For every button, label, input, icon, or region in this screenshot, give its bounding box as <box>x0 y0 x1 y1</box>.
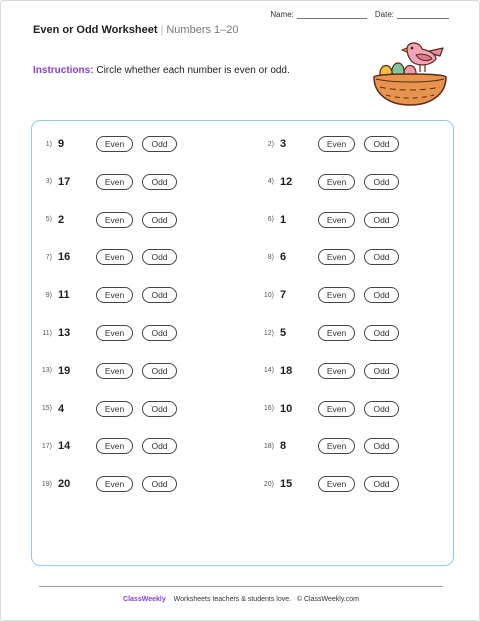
footer-divider <box>39 586 443 587</box>
problems-box <box>31 120 454 566</box>
even-option[interactable]: Even <box>318 287 355 303</box>
problem-value: 11 <box>58 289 70 302</box>
footer-brand: ClassWeekly <box>123 596 166 603</box>
odd-option[interactable]: Odd <box>142 249 177 265</box>
problem-value: 15 <box>280 478 293 491</box>
problem-row <box>254 475 408 493</box>
problem-row <box>32 286 186 304</box>
problem-number: 5) <box>45 216 52 224</box>
even-option[interactable]: Even <box>318 325 355 341</box>
problem-number: 7) <box>45 253 52 261</box>
problem-row <box>32 437 186 455</box>
problem-row <box>254 286 408 304</box>
problem-number: 19) <box>41 480 52 488</box>
odd-option[interactable]: Odd <box>142 363 177 379</box>
even-option[interactable]: Even <box>318 136 355 152</box>
name-field[interactable]: Name: <box>270 9 367 19</box>
odd-option[interactable]: Odd <box>364 325 399 341</box>
problem-value: 4 <box>58 402 65 415</box>
problem-row <box>32 173 186 191</box>
date-field[interactable]: Date: <box>375 9 449 19</box>
even-option[interactable]: Even <box>318 401 355 417</box>
instructions <box>33 64 303 78</box>
problem-row <box>32 324 186 342</box>
problem-number: 20) <box>263 480 274 488</box>
problem-row <box>32 475 186 493</box>
problem-number: 9) <box>45 291 52 299</box>
problem-row <box>254 324 408 342</box>
problem-value: 2 <box>58 213 65 226</box>
footer-copyright: © ClassWeekly.com <box>296 596 359 603</box>
odd-option[interactable]: Odd <box>364 438 399 454</box>
odd-option[interactable]: Odd <box>142 212 177 228</box>
problem-number: 3) <box>45 178 52 186</box>
problem-number: 18) <box>263 442 274 450</box>
odd-option[interactable]: Odd <box>142 401 177 417</box>
odd-option[interactable]: Odd <box>142 136 177 152</box>
even-option[interactable]: Even <box>318 212 355 228</box>
instructions-text: Circle whether each number is even or odd. <box>96 65 290 76</box>
problem-number: 10) <box>263 291 274 299</box>
odd-option[interactable]: Odd <box>142 476 177 492</box>
problem-number: 11) <box>42 329 52 337</box>
instructions-label: Instructions: <box>33 65 94 76</box>
even-option[interactable]: Even <box>96 325 133 341</box>
even-option[interactable]: Even <box>318 363 355 379</box>
odd-option[interactable]: Odd <box>142 287 177 303</box>
problem-number: 4) <box>267 178 274 186</box>
problem-value: 13 <box>58 327 71 339</box>
even-option[interactable]: Even <box>96 212 133 228</box>
even-option[interactable]: Even <box>96 136 133 152</box>
problem-value: 7 <box>280 289 287 302</box>
odd-option[interactable]: Odd <box>364 287 399 303</box>
even-option[interactable]: Even <box>96 249 133 265</box>
even-option[interactable]: Even <box>96 287 133 303</box>
problem-value: 19 <box>58 364 71 377</box>
odd-option[interactable]: Odd <box>364 363 399 379</box>
even-option[interactable]: Even <box>318 438 355 454</box>
problem-row <box>32 135 186 153</box>
problem-value: 20 <box>58 478 71 491</box>
page-title <box>33 24 239 36</box>
problem-row <box>32 211 186 229</box>
problem-row <box>32 400 186 418</box>
problem-row <box>254 362 408 380</box>
problem-number: 13) <box>41 367 52 375</box>
problem-row <box>254 173 408 191</box>
problem-number: 1) <box>45 140 52 148</box>
odd-option[interactable]: Odd <box>142 174 177 190</box>
even-option[interactable]: Even <box>318 476 355 492</box>
even-option[interactable]: Even <box>318 174 355 190</box>
problem-number: 12) <box>263 329 274 337</box>
odd-option[interactable]: Odd <box>364 249 399 265</box>
problem-value: 18 <box>280 364 293 377</box>
problem-number: 2) <box>267 140 274 148</box>
problem-row <box>254 248 408 266</box>
odd-option[interactable]: Odd <box>364 212 399 228</box>
odd-option[interactable]: Odd <box>364 174 399 190</box>
problem-value: 16 <box>58 251 71 264</box>
problem-number: 14) <box>263 367 274 375</box>
problem-number: 15) <box>41 405 52 413</box>
odd-option[interactable]: Odd <box>364 401 399 417</box>
problem-value: 17 <box>58 175 71 188</box>
odd-option[interactable]: Odd <box>364 136 399 152</box>
problem-value: 8 <box>280 440 287 453</box>
bird-nest-icon <box>370 39 450 109</box>
problem-value: 12 <box>280 175 293 188</box>
even-option[interactable]: Even <box>96 401 133 417</box>
problem-value: 6 <box>280 251 287 264</box>
name-date-fields <box>270 9 449 19</box>
problem-row <box>254 437 408 455</box>
title-separator: | <box>160 24 164 36</box>
even-option[interactable]: Even <box>318 249 355 265</box>
even-option[interactable]: Even <box>96 174 133 190</box>
odd-option[interactable]: Odd <box>364 476 399 492</box>
problem-row <box>254 400 408 418</box>
even-option[interactable]: Even <box>96 476 133 492</box>
even-option[interactable]: Even <box>96 363 133 379</box>
problem-value: 3 <box>280 138 287 150</box>
problem-row <box>32 362 186 380</box>
problem-value: 9 <box>58 138 65 150</box>
odd-option[interactable]: Odd <box>142 325 177 341</box>
even-option[interactable]: Even <box>96 438 133 454</box>
problem-value: 5 <box>280 327 287 339</box>
problem-value: 1 <box>280 213 287 226</box>
problem-row <box>254 211 408 229</box>
problem-number: 17) <box>41 442 52 450</box>
problem-value: 14 <box>58 440 71 453</box>
problem-value: 10 <box>280 402 293 415</box>
problem-number: 8) <box>267 253 274 261</box>
problem-row <box>32 248 186 266</box>
worksheet-title: Even or Odd Worksheet <box>33 24 158 36</box>
footer-tagline: Worksheets teachers & students love. <box>173 596 292 603</box>
problem-number: 6) <box>267 216 274 224</box>
problem-row <box>254 135 408 153</box>
odd-option[interactable]: Odd <box>142 438 177 454</box>
problem-number: 16) <box>263 405 274 413</box>
worksheet-subtitle: Numbers 1–20 <box>166 24 239 36</box>
footer <box>1 596 480 603</box>
